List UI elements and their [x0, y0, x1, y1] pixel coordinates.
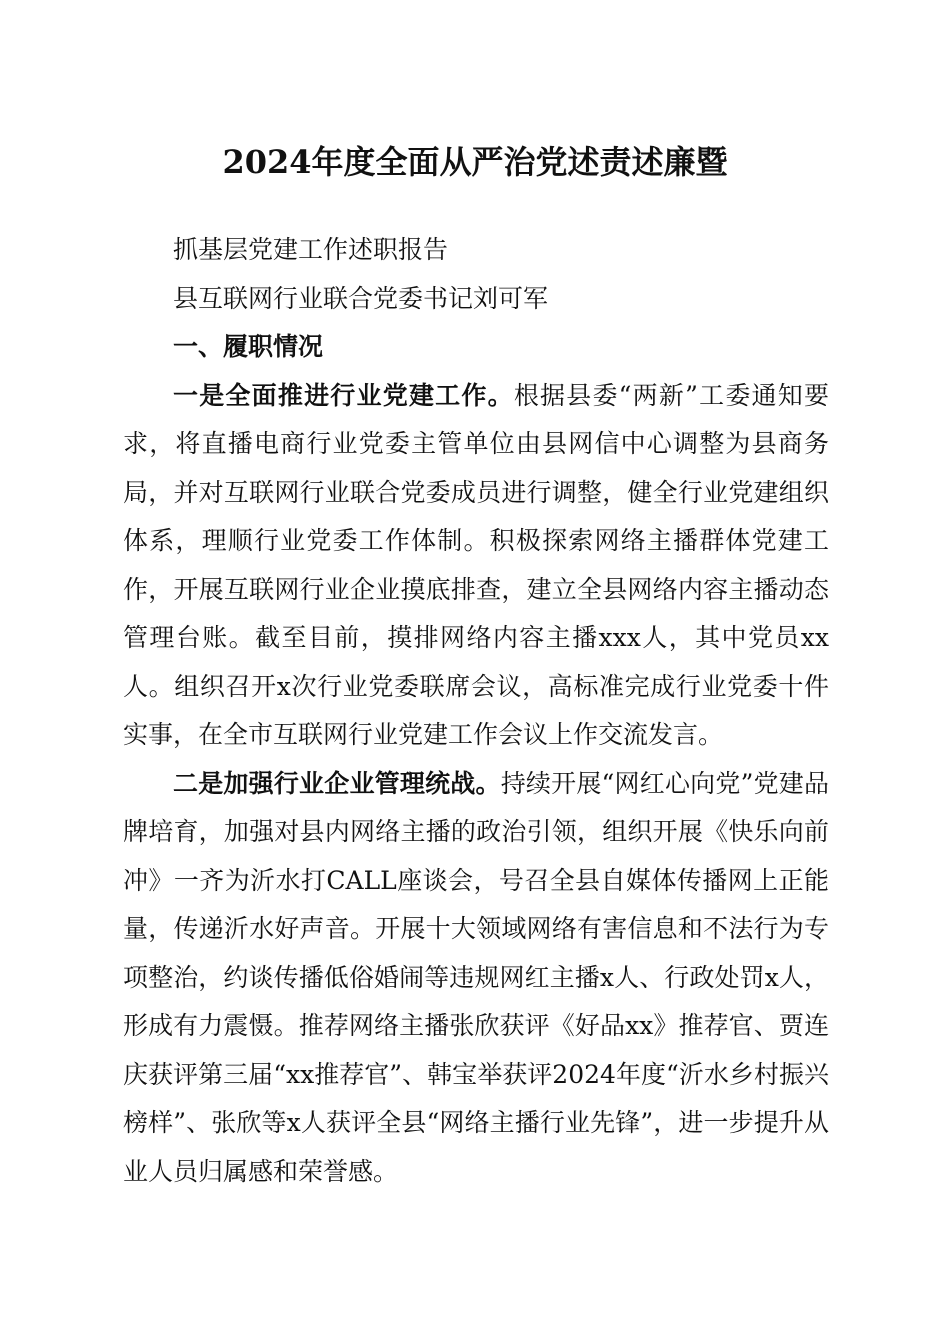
paragraph-1 [123, 372, 829, 760]
paragraph-2-lead: 二是加强行业企业管理统战。 [173, 768, 501, 798]
paragraph-1-lead: 一是全面推进行业党建工作。 [173, 380, 514, 410]
paragraph-2 [123, 760, 829, 1197]
document-title: 2024年度全面从严治党述责述廉暨 [222, 143, 728, 181]
subtitle-line: 抓基层党建工作述职报告 [173, 235, 449, 264]
document-body [123, 226, 829, 1196]
author-line: 县互联网行业联合党委书记刘可军 [173, 283, 549, 313]
paragraph-2-text: 持续开展“网红心向党”党建品牌培育，加强对县内网络主播的政治引领，组织开展《快乐向前冲》一齐为沂水打CALL座谈会，号召全县自媒体传播网上正能量，传递沂水好声音。开展十大领域网络有害信息和不法行为专项整治，约谈传播低俗婚闹等违规网红主播x人、行政处罚x人，形成有力震慑。推荐网络主播张欣获评《好品xx》推荐官、贾连庆获评第三届“xx推荐官”、韩宝举获评2024年度“沂水乡村振兴榜样”、张欣等x人获评全县“网络主播行业先锋”，进一步提升从业人员归属感和荣誉感。 [123, 768, 829, 1186]
section-heading: 一、履职情况 [173, 332, 324, 361]
paragraph-1-text: 根据县委“两新”工委通知要求，将直播电商行业党委主管单位由县网信中心调整为县商务局，并对互联网行业联合党委成员进行调整，健全行业党建组织体系，理顺行业党委工作体制。积极探索网络主播群体党建工作，开展互联网行业企业摸底排查，建立全县网络内容主播动态管理台账。截至目前，摸排网络内容主播xxx人，其中党员xx人。组织召开x次行业党委联席会议，高标准完成行业党委十件实事，在全市互联网行业党建工作会议上作交流发言。 [123, 380, 829, 749]
